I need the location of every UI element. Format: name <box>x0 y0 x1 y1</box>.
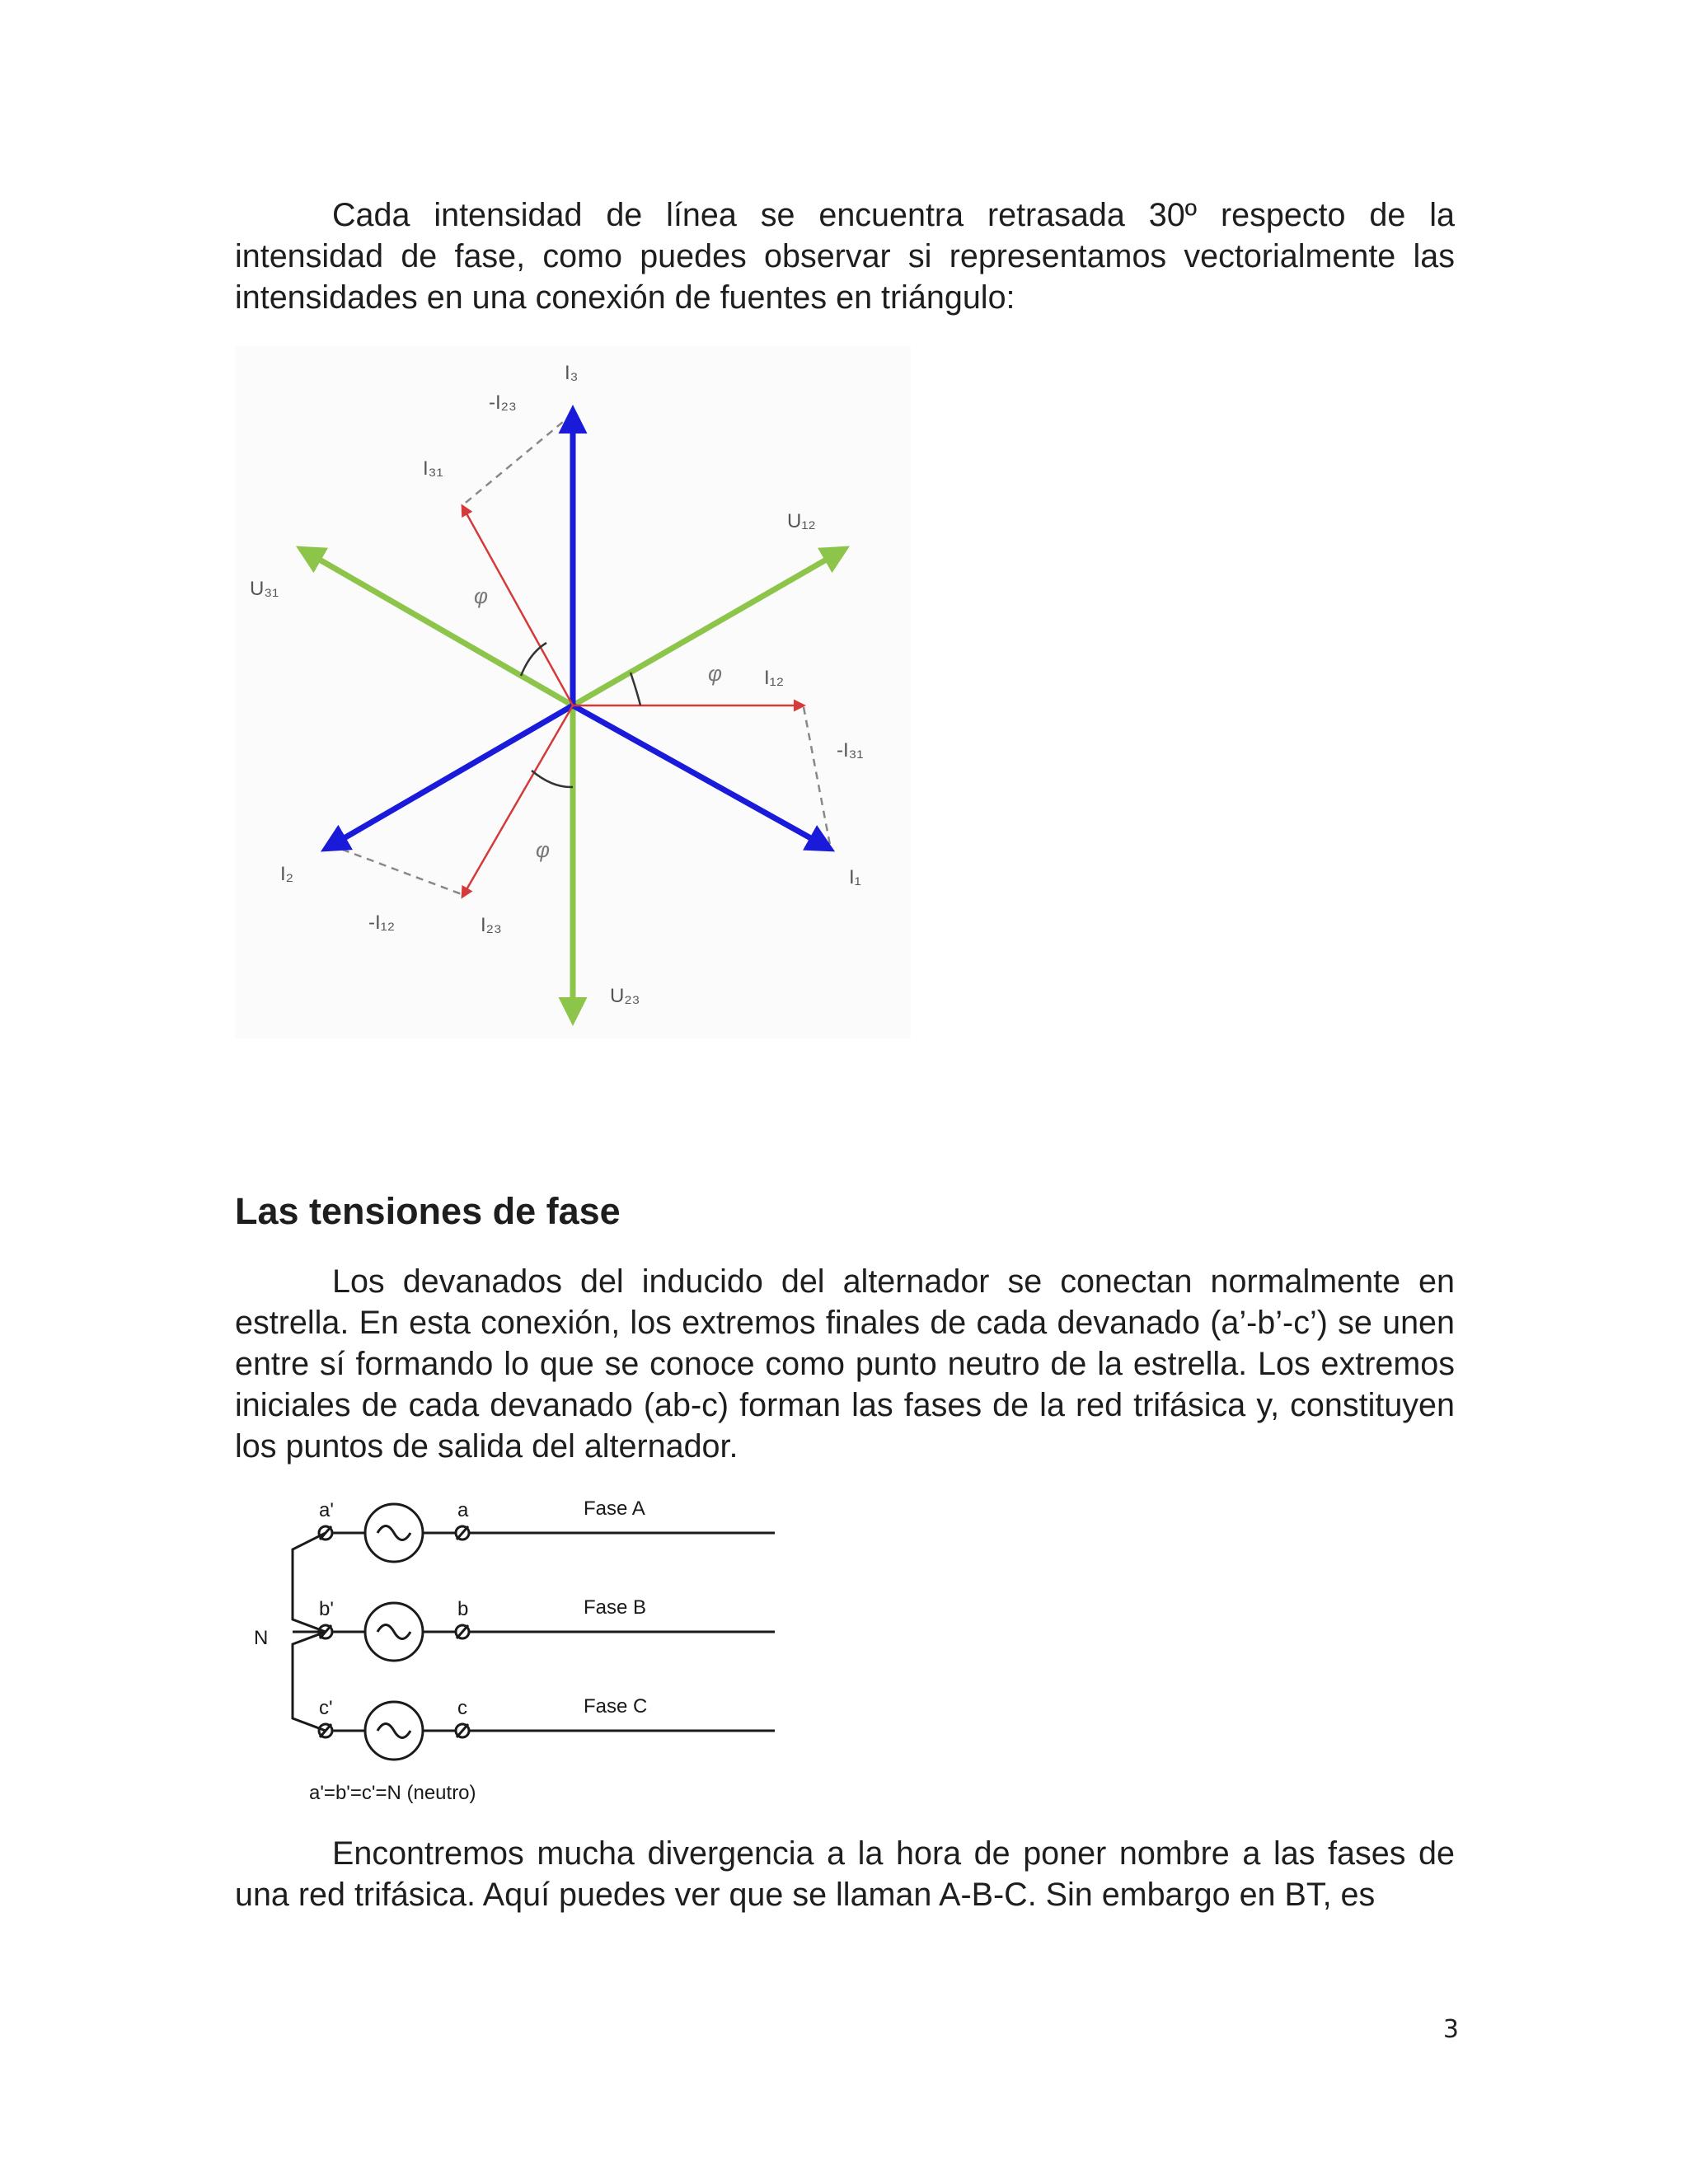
section-heading: Las tensiones de fase <box>235 1190 621 1232</box>
label-i31: I₃₁ <box>423 457 443 480</box>
paragraph-line-current: Cada intensidad de línea se encuentra retrasada 30º respecto de la intensidad de fase, como puedes observar si representamos vectorialmente las intensidades en una conexión de fuentes en triángulo: <box>235 197 1455 316</box>
label-neg-i23: -I₂₃ <box>489 391 517 414</box>
caption-neutral: a'=b'=c'=N (neutro) <box>309 1782 476 1804</box>
label-u23: U₂₃ <box>610 985 640 1007</box>
label-i1: I₁ <box>849 866 861 888</box>
terminal-b-prime: b' <box>319 1598 334 1620</box>
label-fase-c: Fase C <box>584 1695 648 1718</box>
label-i23: I₂₃ <box>481 914 502 936</box>
label-i3: I₃ <box>565 362 579 384</box>
paragraph-phase-naming: Encontremos mucha divergencia a la hora de poner nombre a las fases de una red trifásica. Aquí puedes ver que se llaman A-B-C. Sin embargo en BT, es <box>235 1835 1455 1913</box>
label-phi-2: φ <box>708 661 722 686</box>
paragraph-phase-voltages: Los devanados del inducido del alternador se conectan normalmente en estrella. En esta conexión, los extremos finales de cada devanado (a’-b’-c’) se unen entre sí formando lo que se conoce como punto neutro de la estrella. Los extremos iniciales de cada devanado (ab-c) forman las fases de la red trifásica y, constituyen los puntos de salida del alternador. <box>235 1263 1455 1465</box>
label-i2: I₂ <box>280 863 293 885</box>
label-neg-i12: -I₁₂ <box>368 912 396 934</box>
label-neg-i31: -I₃₁ <box>837 739 864 762</box>
page-number: 3 <box>1442 2015 1459 2044</box>
terminal-a-prime: a' <box>319 1499 334 1521</box>
label-u12: U₁₂ <box>787 510 816 532</box>
terminal-b: b <box>457 1598 469 1620</box>
terminal-a: a <box>457 1499 469 1521</box>
label-u31: U₃₁ <box>250 578 279 600</box>
terminal-c-prime: c' <box>319 1697 333 1719</box>
star-connection-diagram <box>243 1488 787 1817</box>
label-phi-1: φ <box>474 583 488 608</box>
label-fase-a: Fase A <box>584 1497 645 1520</box>
label-fase-b: Fase B <box>584 1596 647 1619</box>
terminal-c: c <box>457 1697 467 1719</box>
label-phi-3: φ <box>536 837 550 862</box>
phasor-diagram <box>235 346 911 1038</box>
label-neutral: N <box>254 1627 269 1649</box>
label-i12: I₁₂ <box>764 667 785 689</box>
